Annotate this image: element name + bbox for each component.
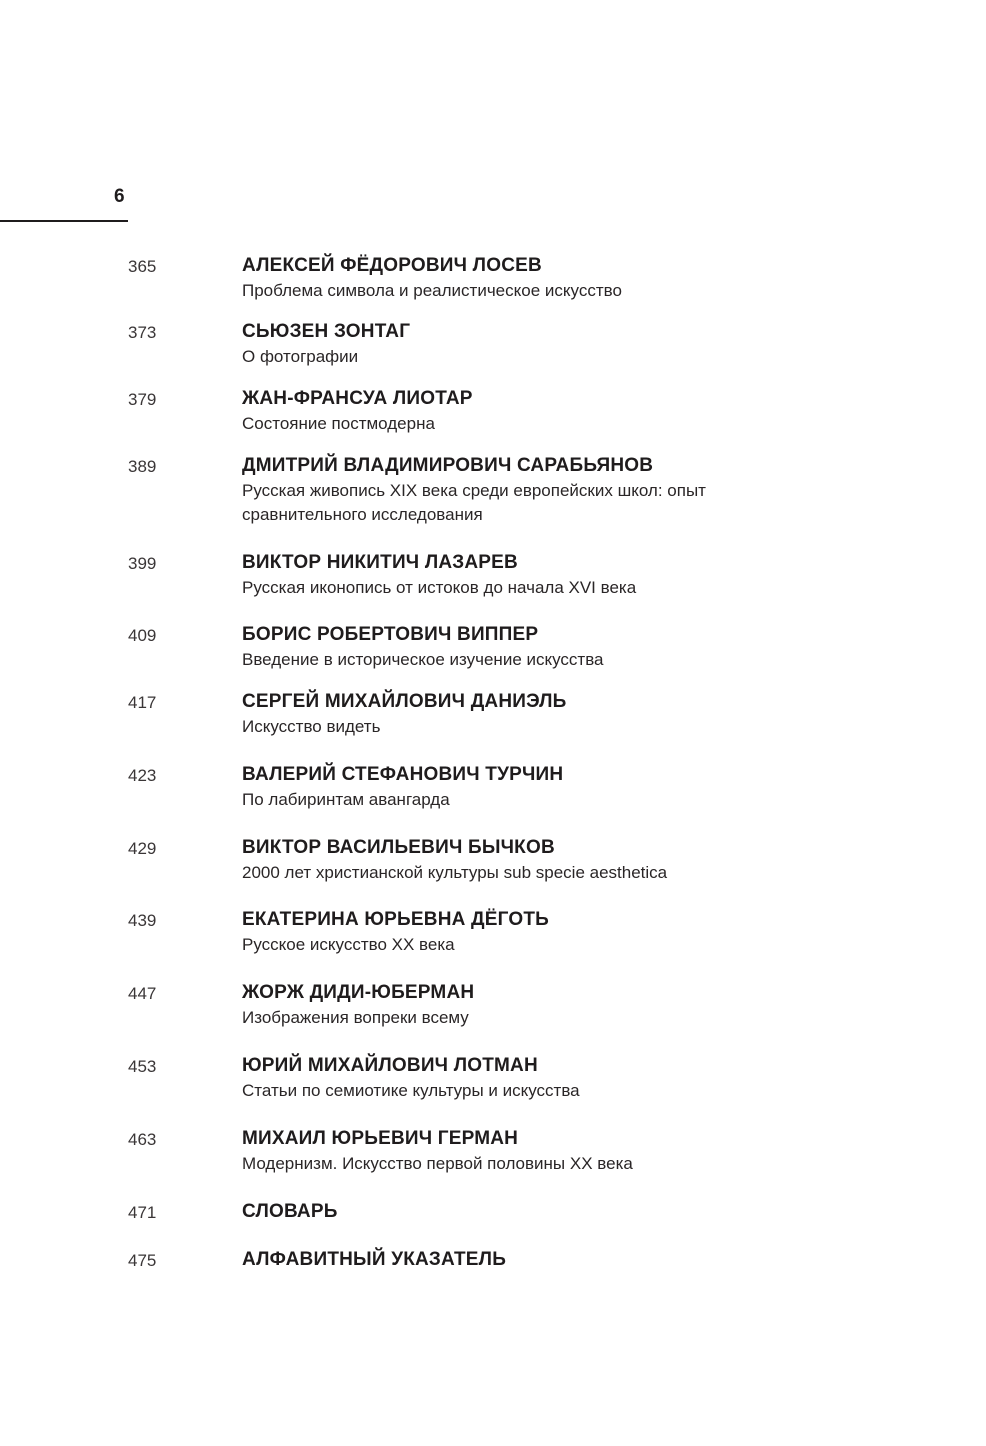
toc-author: МИХАИЛ ЮРЬЕВИЧ ГЕРМАН: [242, 1128, 519, 1149]
toc-author: БОРИС РОБЕРТОВИЧ ВИППЕР: [242, 624, 539, 645]
toc-work-title: Изображения вопреки всему: [242, 1008, 469, 1027]
toc-author: ЮРИЙ МИХАЙЛОВИЧ ЛОТМАН: [242, 1055, 538, 1076]
toc-page-number: 389: [128, 457, 157, 476]
toc-author: АЛЕКСЕЙ ФЁДОРОВИЧ ЛОСЕВ: [242, 255, 542, 276]
toc-page-number: 409: [128, 626, 157, 645]
page-number: 6: [114, 186, 125, 207]
toc-author: ВИКТОР НИКИТИЧ ЛАЗАРЕВ: [242, 552, 518, 573]
toc-page-number: 475: [128, 1251, 157, 1270]
toc-work-title: Русская иконопись от истоков до начала XVI века: [242, 578, 637, 597]
toc-page-number: 373: [128, 323, 157, 342]
toc-work-title: Статьи по семиотике культуры и искусства: [242, 1081, 580, 1100]
toc-author: АЛФАВИТНЫЙ УКАЗАТЕЛЬ: [242, 1249, 507, 1270]
header-rule: [0, 220, 128, 222]
toc-page-number: 365: [128, 257, 157, 276]
toc-author: СЕРГЕЙ МИХАЙЛОВИЧ ДАНИЭЛЬ: [242, 691, 567, 712]
toc-work-title: Введение в историческое изучение искусства: [242, 650, 604, 669]
toc-work-title: Русское искусство XX века: [242, 935, 455, 954]
toc-work-title: По лабиринтам авангарда: [242, 790, 450, 809]
toc-page-number: 447: [128, 984, 157, 1003]
toc-author: СЬЮЗЕН ЗОНТАГ: [242, 321, 411, 342]
toc-work-title: Проблема символа и реалистическое искусство: [242, 281, 622, 300]
toc-work-title: О фотографии: [242, 347, 359, 366]
toc-page-number: 379: [128, 390, 157, 409]
toc-page-number: 417: [128, 693, 157, 712]
toc-author: ЖОРЖ ДИДИ-ЮБЕРМАН: [242, 982, 475, 1003]
toc-author: ВАЛЕРИЙ СТЕФАНОВИЧ ТУРЧИН: [242, 764, 564, 785]
toc-page-number: 463: [128, 1130, 157, 1149]
toc-work-title: Русская живопись XIX века среди европейских школ: опыт сравнительного исследования: [242, 481, 706, 524]
toc-page-number: 429: [128, 839, 157, 858]
toc-author: ЕКАТЕРИНА ЮРЬЕВНА ДЁГОТЬ: [242, 909, 550, 930]
toc-author: СЛОВАРЬ: [242, 1201, 338, 1222]
toc-author: ДМИТРИЙ ВЛАДИМИРОВИЧ САРАБЬЯНОВ: [242, 455, 654, 476]
toc-page-number: 471: [128, 1203, 157, 1222]
toc-page-number: 453: [128, 1057, 157, 1076]
toc-page-number: 439: [128, 911, 157, 930]
toc-work-title: Модернизм. Искусство первой половины XX века: [242, 1154, 633, 1173]
toc-page-number: 423: [128, 766, 157, 785]
toc-page-number: 399: [128, 554, 157, 573]
toc-work-title: Искусство видеть: [242, 717, 381, 736]
toc-work-title: Состояние постмодерна: [242, 414, 435, 433]
toc-author: ЖАН-ФРАНСУА ЛИОТАР: [242, 388, 473, 409]
toc-author: ВИКТОР ВАСИЛЬЕВИЧ БЫЧКОВ: [242, 837, 555, 858]
toc-work-title: 2000 лет христианской культуры sub specie aesthetica: [242, 863, 668, 882]
